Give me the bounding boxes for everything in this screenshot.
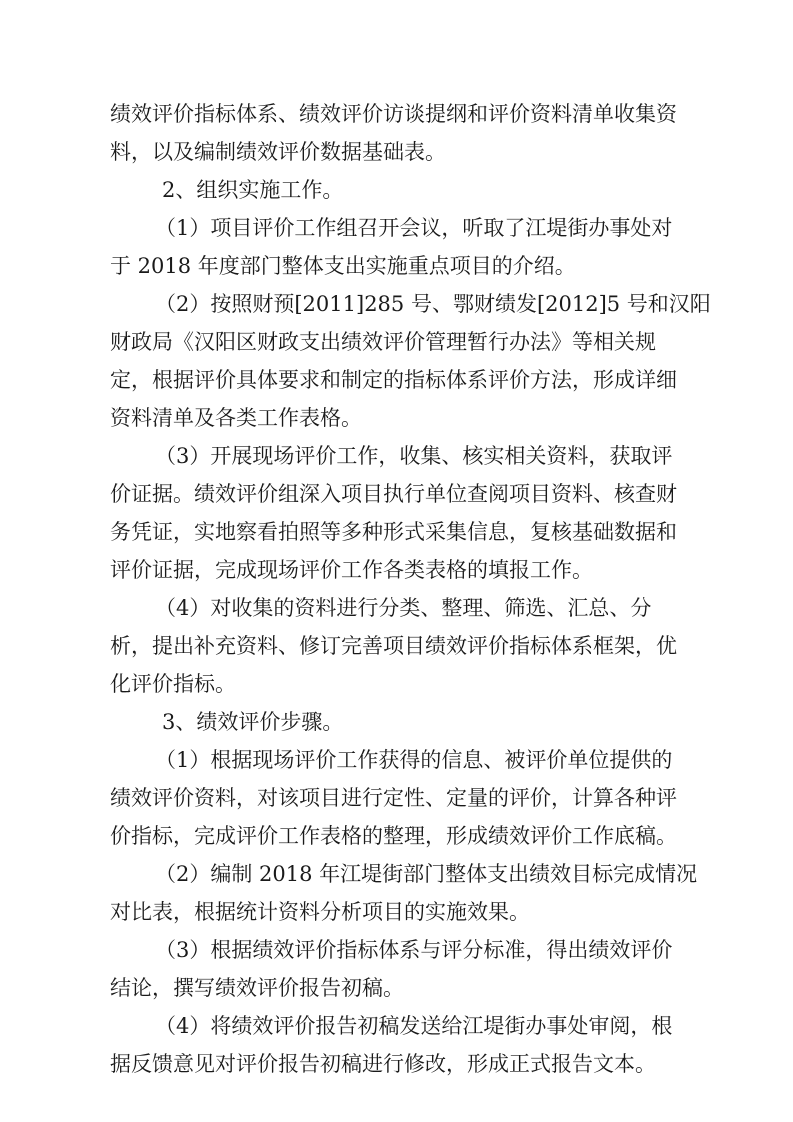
text-line-14: （4）对收集的资料进行分类、整理、筛选、汇总、分 [155, 596, 652, 620]
text-line-19: 绩效评价资料，对该项目进行定性、定量的评价，计算各种评 [110, 786, 677, 810]
text-line-26: 据反馈意见对评价报告初稿进行修改，形成正式报告文本。 [110, 1052, 656, 1076]
text-line-7: 财政局《汉阳区财政支出绩效评价管理暂行办法》等相关规 [110, 330, 656, 354]
text-line-20: 价指标，完成评价工作表格的整理，形成绩效评价工作底稿。 [110, 824, 677, 848]
text-line-13: 评价证据，完成现场评价工作各类表格的填报工作。 [110, 558, 593, 582]
text-line-8: 定，根据评价具体要求和制定的指标体系评价方法，形成详细 [110, 368, 677, 392]
text-line-22: 对比表，根据统计资料分析项目的实施效果。 [110, 900, 530, 924]
text-line-15: 析，提出补充资料、修订完善项目绩效评价指标体系框架，优 [110, 634, 677, 658]
section-heading-3: 3、绩效评价步骤。 [162, 710, 344, 734]
text-line-11: 价证据。绩效评价组深入项目执行单位查阅项目资料、核查财 [110, 482, 677, 506]
text-line-24: 结论，撰写绩效评价报告初稿。 [110, 976, 404, 1000]
text-line-1: 绩效评价指标体系、绩效评价访谈提纲和评价资料清单收集资 [110, 102, 677, 126]
text-line-6: （2）按照财预[2011]285 号、鄂财绩发[2012]5 号和汉阳 [155, 292, 711, 316]
text-line-21: （2）编制 2018 年江堤街部门整体支出绩效目标完成情况 [155, 862, 698, 886]
text-line-2: 料，以及编制绩效评价数据基础表。 [110, 140, 446, 164]
text-line-18: （1）根据现场评价工作获得的信息、被评价单位提供的 [155, 748, 673, 772]
text-line-16: 化评价指标。 [110, 672, 236, 696]
text-line-23: （3）根据绩效评价指标体系与评分标准，得出绩效评价 [155, 938, 673, 962]
section-heading-2: 2、组织实施工作。 [162, 178, 344, 202]
text-line-9: 资料清单及各类工作表格。 [110, 406, 362, 430]
text-line-4: （1）项目评价工作组召开会议，听取了江堤街办事处对 [155, 216, 673, 240]
text-line-5: 于 2018 年度部门整体支出实施重点项目的介绍。 [110, 254, 576, 278]
text-line-12: 务凭证，实地察看拍照等多种形式采集信息，复核基础数据和 [110, 520, 677, 544]
text-line-25: （4）将绩效评价报告初稿发送给江堤街办事处审阅，根 [155, 1014, 673, 1038]
text-line-10: （3）开展现场评价工作，收集、核实相关资料，获取评 [155, 444, 673, 468]
